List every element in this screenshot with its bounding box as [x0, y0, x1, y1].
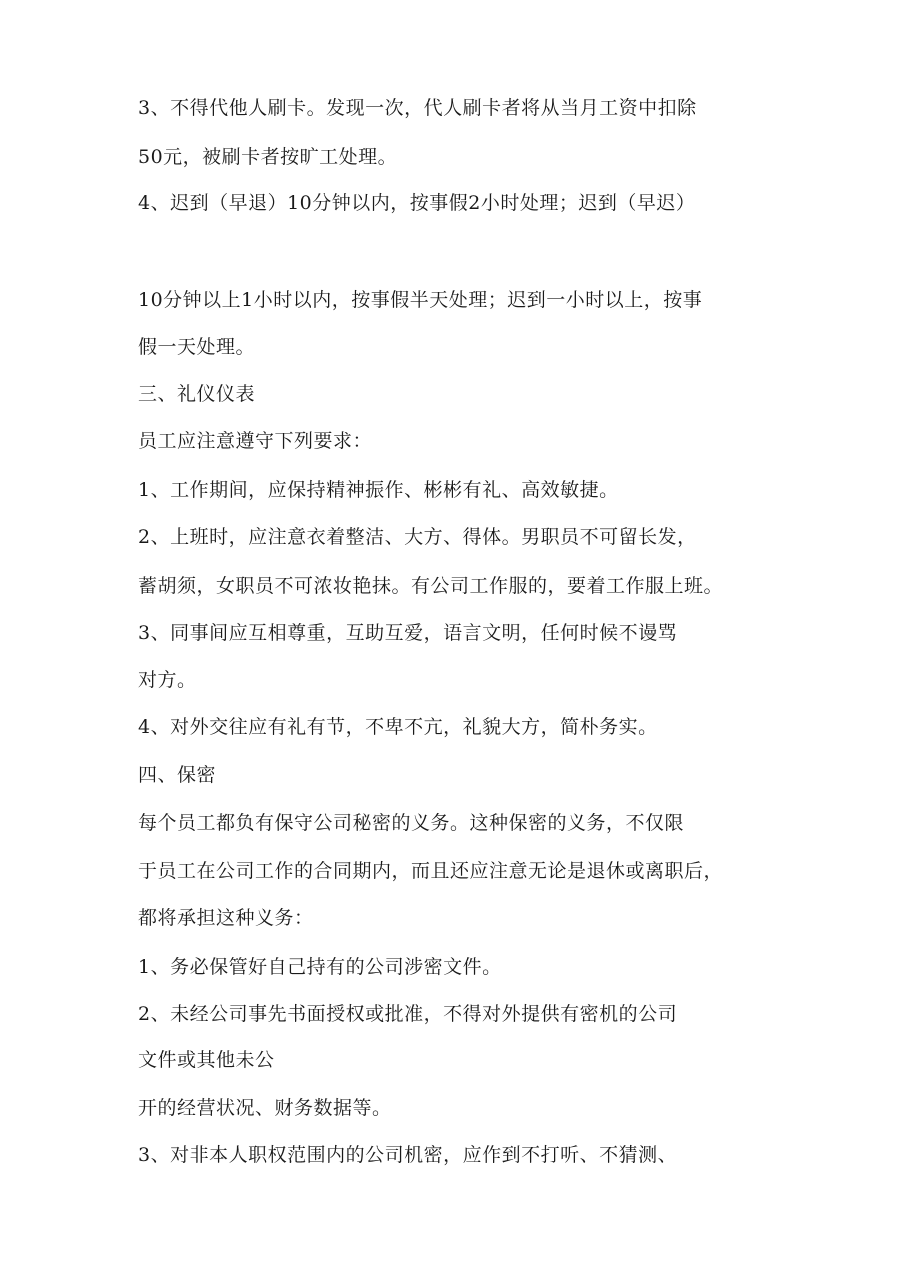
text-line: 2、上班时，应注意衣着整洁、大方、得体。男职员不可留长发， [138, 526, 697, 548]
section-heading-etiquette: 三、礼仪仪表 [138, 383, 256, 405]
text-line: 4、迟到（早退）10分钟以内，按事假2小时处理；迟到（早迟） [138, 192, 696, 214]
text-line: 50元，被刷卡者按旷工处理。 [138, 146, 398, 168]
text-line: 于员工在公司工作的合同期内，而且还应注意无论是退休或离职后， [138, 860, 724, 882]
text-line: 4、对外交往应有礼有节，不卑不亢，礼貌大方，简朴务实。 [138, 716, 658, 738]
text-line: 1、工作期间，应保持精神振作、彬彬有礼、高效敏捷。 [138, 479, 619, 501]
text-line: 假一天处理。 [138, 336, 256, 358]
text-line: 2、未经公司事先书面授权或批准，不得对外提供有密机的公司 [138, 1003, 678, 1025]
text-line: 10分钟以上1小时以内，按事假半天处理；迟到一小时以上，按事 [138, 289, 703, 311]
text-line: 3、对非本人职权范围内的公司机密，应作到不打听、不猜测、 [138, 1144, 678, 1166]
text-line: 3、不得代他人刷卡。发现一次，代人刷卡者将从当月工资中扣除 [138, 97, 697, 119]
text-line: 对方。 [138, 669, 197, 691]
text-line: 开的经营状况、财务数据等。 [138, 1097, 392, 1119]
text-line: 每个员工都负有保守公司秘密的义务。这种保密的义务，不仅限 [138, 812, 685, 834]
text-line: 3、同事间应互相尊重，互助互爱，语言文明，任何时候不谩骂 [138, 622, 678, 644]
section-heading-confidentiality: 四、保密 [138, 764, 217, 786]
text-line: 1、务必保管好自己持有的公司涉密文件。 [138, 956, 502, 978]
text-line: 文件或其他未公 [138, 1049, 275, 1071]
text-line: 蓄胡须，女职员不可浓妆艳抹。有公司工作服的，要着工作服上班。 [138, 575, 724, 597]
text-line: 都将承担这种义务： [138, 907, 314, 929]
text-line: 员工应注意遵守下列要求： [138, 430, 373, 452]
